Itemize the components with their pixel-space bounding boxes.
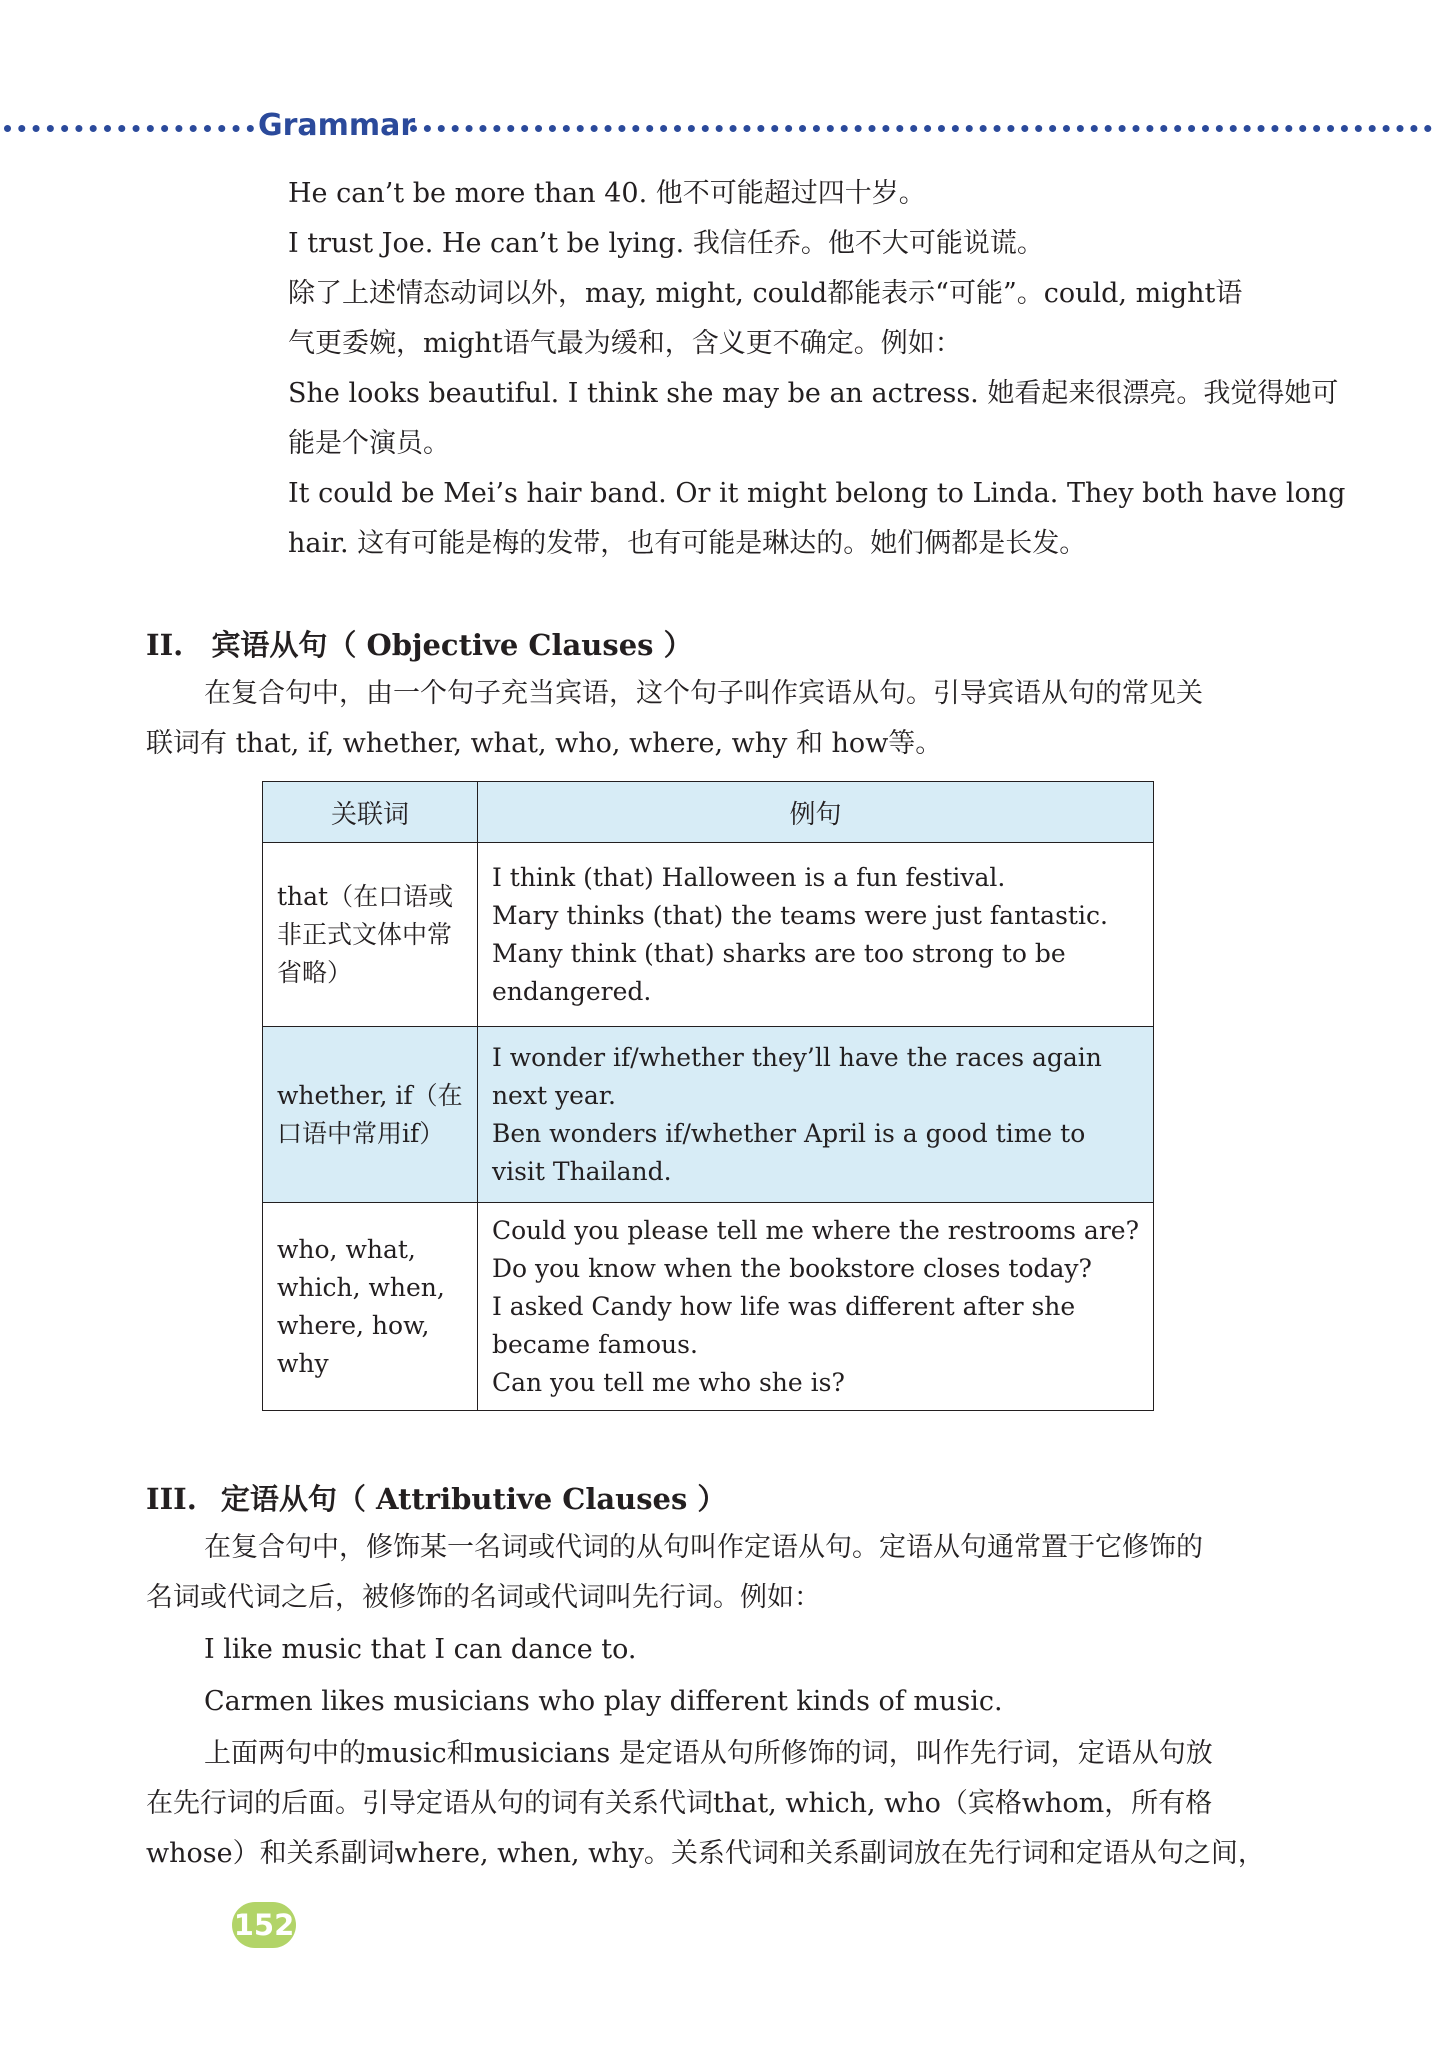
section-3-number: III.	[146, 1482, 197, 1516]
intro-paragraph-5-line-2: hair. 这有可能是梅的发带，也有可能是琳达的。她们俩都是长发。	[288, 528, 1087, 559]
example-line: I wonder if/whether they’ll have the races again	[491, 1042, 1102, 1072]
section-3-body-line-2: 名词或代词之后，被修饰的名词或代词叫先行词。例如：	[146, 1582, 821, 1613]
section-3-body2-line-3: whose）和关系副词where, when, why。关系代词和关系副词放在先行词和定语从句之间，	[146, 1838, 1265, 1869]
objective-clauses-table	[262, 781, 1154, 1411]
section-2-title: 宾语从句（ Objective Clauses ）	[211, 628, 693, 662]
page-header	[0, 104, 1434, 154]
intro-paragraph-2: I trust Joe. He can’t be lying. 我信任乔。他不大可能说谎。	[288, 228, 1044, 259]
example-line: became famous.	[491, 1329, 698, 1359]
section-3-body-line-1: 在复合句中，修饰某一名词或代词的从句叫作定语从句。定语从句通常置于它修饰的	[204, 1532, 1203, 1563]
header-dotted-rule-left	[4, 125, 254, 132]
example-line: visit Thailand.	[491, 1156, 672, 1186]
section-3-example-2: Carmen likes musicians who play different kinds of music.	[204, 1686, 1003, 1717]
section-3-title: 定语从句（ Attributive Clauses ）	[220, 1482, 727, 1516]
intro-paragraph-4-line-2: 能是个演员。	[288, 428, 450, 459]
section-2-number: II.	[146, 628, 184, 662]
section-3-body2-line-1: 上面两句中的music和musicians 是定语从句所修饰的词，叫作先行词，定语从句放	[204, 1738, 1213, 1769]
page-number-badge: 152	[232, 1902, 296, 1948]
intro-paragraph-4-line-1: She looks beautiful. I think she may be an actress. 她看起来很漂亮。我觉得她可	[288, 378, 1339, 409]
header-dotted-rule-right	[410, 125, 1432, 132]
table-cell-conjunction: whether, if（在口语中常用if）	[263, 1027, 478, 1203]
example-line: Many think (that) sharks are too strong to be	[491, 938, 1066, 968]
table-cell-conjunction: who, what, which, when, where, how, why	[263, 1203, 478, 1411]
example-line: I think (that) Halloween is a fun festival.	[491, 862, 1006, 892]
table-header-example: 例句	[477, 782, 1153, 843]
example-line: I asked Candy how life was different after she	[491, 1291, 1076, 1321]
intro-paragraph-5-line-1: It could be Mei’s hair band. Or it might belong to Linda. They both have long	[288, 478, 1346, 509]
example-line: Could you please tell me where the restrooms are?	[491, 1215, 1139, 1245]
header-title: Grammar	[258, 108, 416, 143]
example-line: Mary thinks (that) the teams were just fantastic.	[491, 900, 1108, 930]
intro-paragraph-1: He can’t be more than 40. 他不可能超过四十岁。	[288, 178, 926, 209]
example-line: next year.	[491, 1080, 616, 1110]
table-row	[263, 1027, 1154, 1203]
section-2-heading	[146, 620, 693, 670]
intro-paragraph-3-line-2: 气更委婉，might语气最为缓和，含义更不确定。例如：	[288, 328, 962, 359]
table-cell-examples	[477, 1203, 1153, 1411]
example-line: Ben wonders if/whether April is a good time to	[491, 1118, 1086, 1148]
table-cell-examples	[477, 1027, 1153, 1203]
example-line: endangered.	[491, 976, 652, 1006]
section-3-example-1: I like music that I can dance to.	[204, 1634, 637, 1665]
section-3-body2-line-2: 在先行词的后面。引导定语从句的词有关系代词that, which, who（宾格whom，所有格	[146, 1788, 1213, 1819]
table-row	[263, 843, 1154, 1027]
example-line: Can you tell me who she is?	[491, 1367, 845, 1397]
table-header-conjunction: 关联词	[263, 782, 478, 843]
table-row	[263, 1203, 1154, 1411]
example-line: Do you know when the bookstore closes today?	[491, 1253, 1092, 1283]
table-cell-examples	[477, 843, 1153, 1027]
section-2-body-line-1: 在复合句中，由一个句子充当宾语，这个句子叫作宾语从句。引导宾语从句的常见关	[204, 678, 1203, 709]
section-2-body-line-2: 联词有 that, if, whether, what, who, where, why 和 how等。	[146, 728, 943, 759]
table-header-row	[263, 782, 1154, 843]
intro-paragraph-3-line-1: 除了上述情态动词以外，may, might, could都能表示“可能”。could, might语	[288, 278, 1243, 309]
table-cell-conjunction: that（在口语或非正式文体中常省略）	[263, 843, 478, 1027]
section-3-heading	[146, 1474, 726, 1524]
